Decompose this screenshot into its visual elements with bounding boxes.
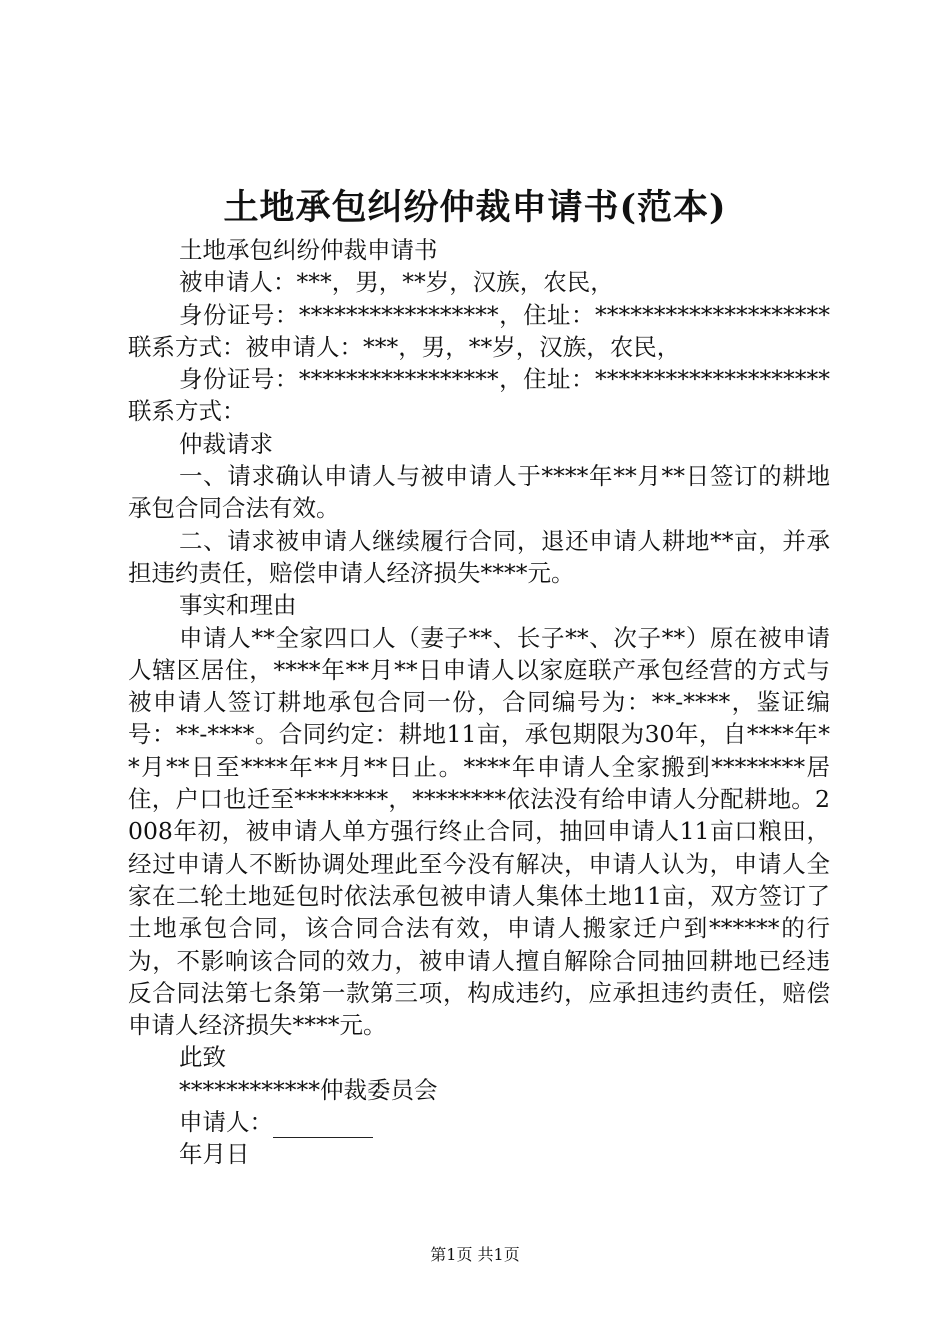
signature-blank (273, 1113, 373, 1138)
salutation-line: 此致 (179, 1043, 226, 1072)
facts-paragraph: 申请人**全家四口人（妻子**、长子**、次子**）原在被申请人辖区居住，****年**月**日申请人以家庭联产承包经营的方式与被申请人签订耕地承包合同一份，合同编号为：**-****，鉴证编号：**-****。合同约定：耕地11亩，承包期限为30年，自****年**月**日至****年**月**日止。****年申请人全家搬到********居住，户口也迁至********，********依法没有给申请人分配耕地。2008年初，被申请人单方强行终止合同，抽回申请人11亩口粮田，经过申请人不断协调处理此至今没有解决，申请人认为，申请人全家在二轮土地延包时依法承包被申请人集体土地11亩，双方签订了土地承包合同，该合同合法有效，申请人搬家迁户到******的行为，不影响该合同的效力，被申请人擅自解除合同抽回耕地已经违反合同法第七条第一款第三项，构成违约，应承担违约责任，赔偿申请人经济损失****元。 (128, 623, 830, 1040)
claim-item-1: 一、请求确认申请人与被申请人于****年**月**日签订的耕地承包合同合法有效。 (128, 462, 830, 523)
applicant-signature-line (128, 1106, 830, 1138)
id-address-contact-line-1: 身份证号：*****************，住址：********************联系方式：被申请人：***，男，**岁，汉族，农民， (128, 300, 830, 361)
subtitle-line: 土地承包纠纷仲裁申请书 (179, 236, 438, 264)
applicant-label: 申请人： (179, 1108, 273, 1137)
document-title: 土地承包纠纷仲裁申请书(范本) (223, 187, 727, 228)
section-heading-claims: 仲裁请求 (179, 429, 273, 458)
respondent-line: 被申请人：***，男，**岁，汉族，农民， (179, 268, 614, 297)
date-line: 年月日 (179, 1140, 250, 1169)
document-body (128, 234, 830, 1171)
page-footer: 第1页 共1页 (430, 1245, 520, 1264)
claim-item-2: 二、请求被申请人继续履行合同，退还申请人耕地**亩，并承担违约责任，赔偿申请人经济损失****元。 (128, 526, 830, 587)
recipient-committee-line: ************仲裁委员会 (179, 1075, 438, 1104)
id-address-contact-line-2: 身份证号：*****************，住址：********************联系方式： (128, 365, 830, 426)
section-heading-facts: 事实和理由 (179, 591, 297, 620)
